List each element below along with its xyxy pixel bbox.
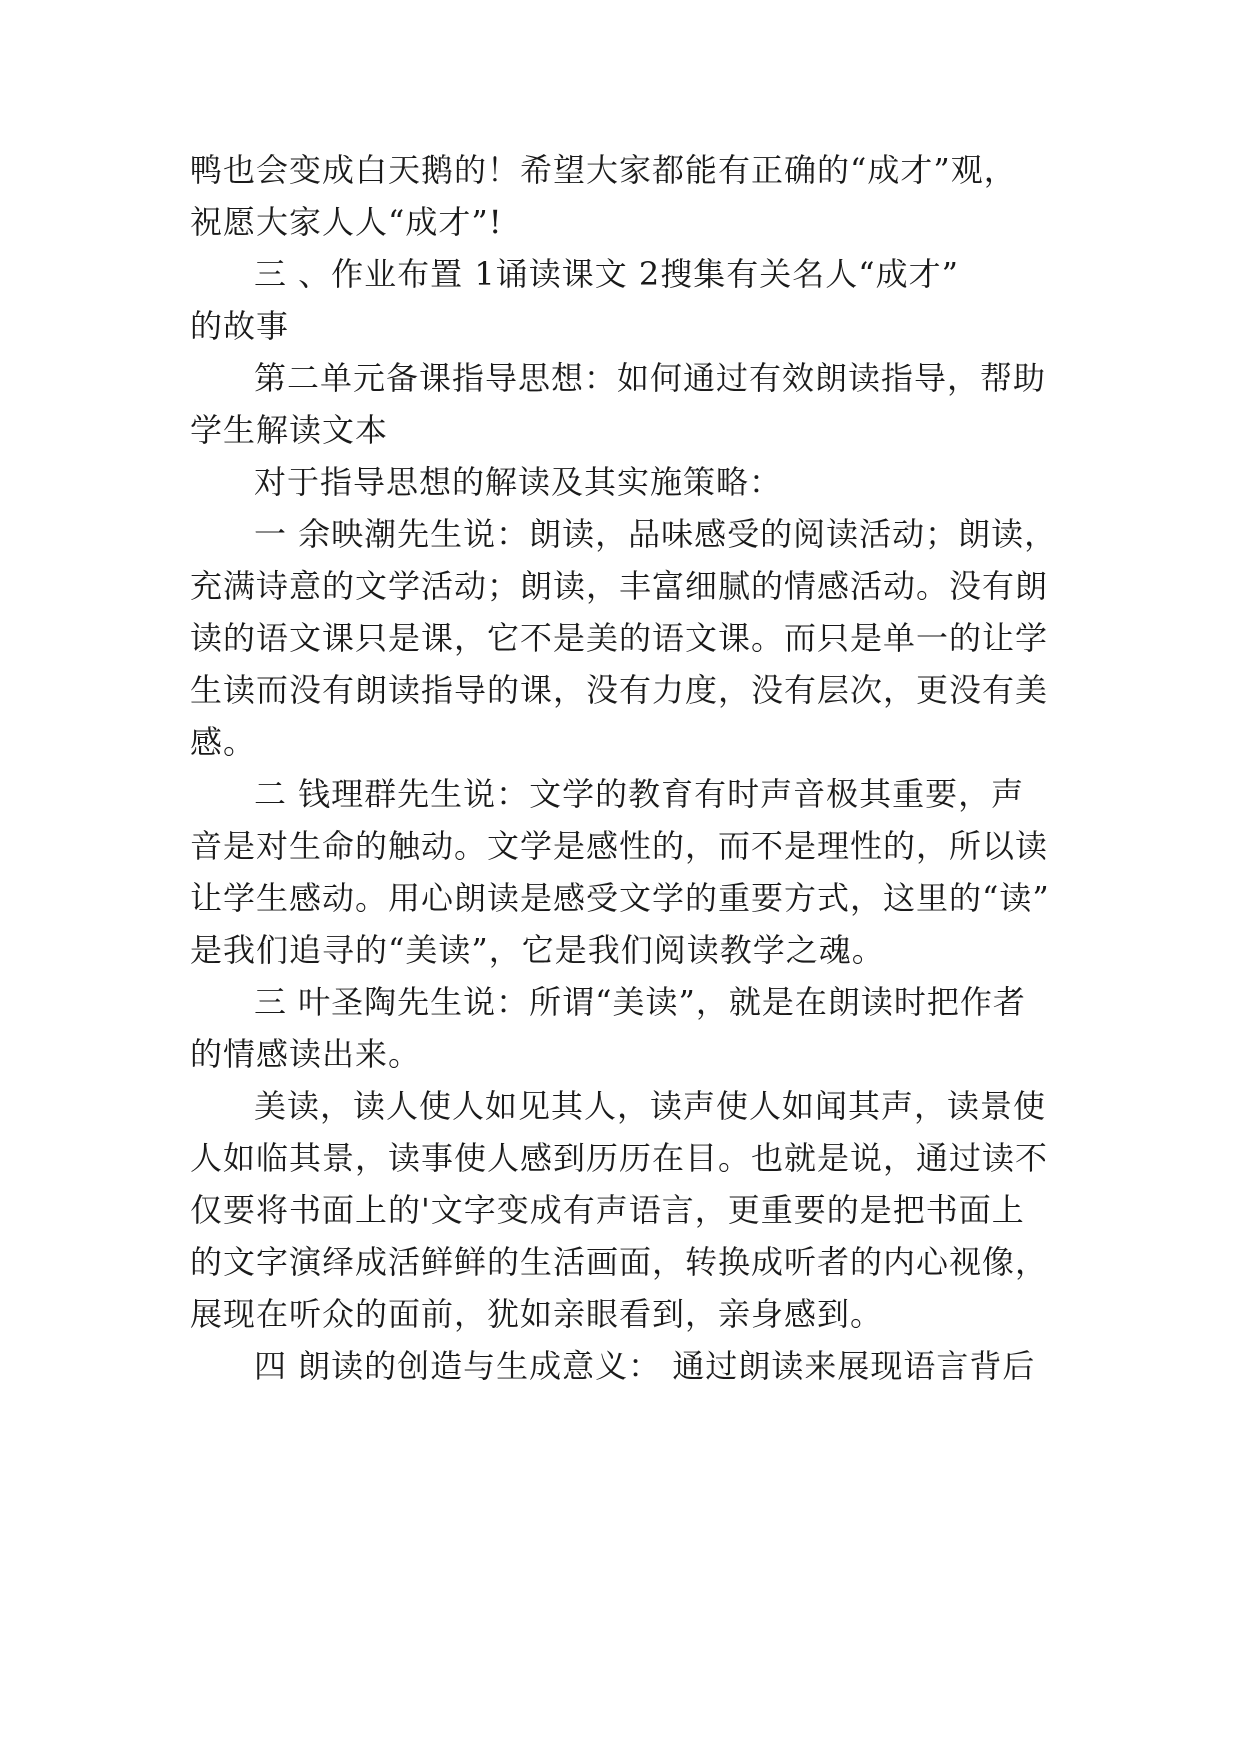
paragraph-line: 二 钱理群先生说：文学的教育有时声音极其重要，声 bbox=[254, 775, 1025, 813]
paragraph-line: 音是对生命的触动。文学是感性的，而不是理性的，所以读 bbox=[190, 827, 1049, 865]
paragraph-line: 人如临其景，读事使人感到历历在目。也就是说，通过读不 bbox=[190, 1139, 1049, 1177]
paragraph-line: 充满诗意的文学活动；朗读，丰富细腻的情感活动。没有朗 bbox=[190, 567, 1049, 605]
paragraph-line: 仅要将书面上的'文字变成有声语言，更重要的是把书面上 bbox=[190, 1191, 1025, 1229]
paragraph-line: 的故事 bbox=[190, 307, 290, 345]
paragraph-line: 鸭也会变成白天鹅的！希望大家都能有正确的“成才”观， bbox=[190, 151, 1017, 189]
paragraph-line: 三 叶圣陶先生说：所谓“美读”，就是在朗读时把作者 bbox=[254, 983, 1026, 1021]
paragraph-line: 美读，读人使人如见其人，读声使人如闻其声，读景使 bbox=[254, 1087, 1047, 1125]
paragraph-line: 一 余映潮先生说：朗读，品味感受的阅读活动；朗读， bbox=[254, 515, 1058, 553]
paragraph-line: 三 、作业布置 1诵读课文 2搜集有关名人“成才” bbox=[254, 255, 959, 293]
paragraph-line: 对于指导思想的解读及其实施策略： bbox=[254, 463, 783, 501]
paragraph-line: 的情感读出来。 bbox=[190, 1035, 422, 1073]
paragraph-line: 生读而没有朗读指导的课，没有力度，没有层次，更没有美 bbox=[190, 671, 1049, 709]
paragraph-line: 第二单元备课指导思想：如何通过有效朗读指导，帮助 bbox=[254, 359, 1047, 397]
paragraph-line: 学生解读文本 bbox=[190, 411, 389, 449]
paragraph-line: 让学生感动。用心朗读是感受文学的重要方式，这里的“读” bbox=[190, 879, 1050, 917]
paragraph-line: 四 朗读的创造与生成意义： 通过朗读来展现语言背后 bbox=[254, 1347, 1036, 1385]
paragraph-line: 的文字演绎成活鲜鲜的生活画面，转换成听者的内心视像， bbox=[190, 1243, 1049, 1281]
paragraph-line: 读的语文课只是课，它不是美的语文课。而只是单一的让学 bbox=[190, 619, 1049, 657]
paragraph-line: 祝愿大家人人“成才”! bbox=[190, 203, 503, 241]
paragraph-line: 是我们追寻的“美读”，它是我们阅读教学之魂。 bbox=[190, 931, 885, 969]
paragraph-line: 展现在听众的面前，犹如亲眼看到，亲身感到。 bbox=[190, 1295, 884, 1333]
paragraph-line: 感。 bbox=[190, 723, 257, 761]
